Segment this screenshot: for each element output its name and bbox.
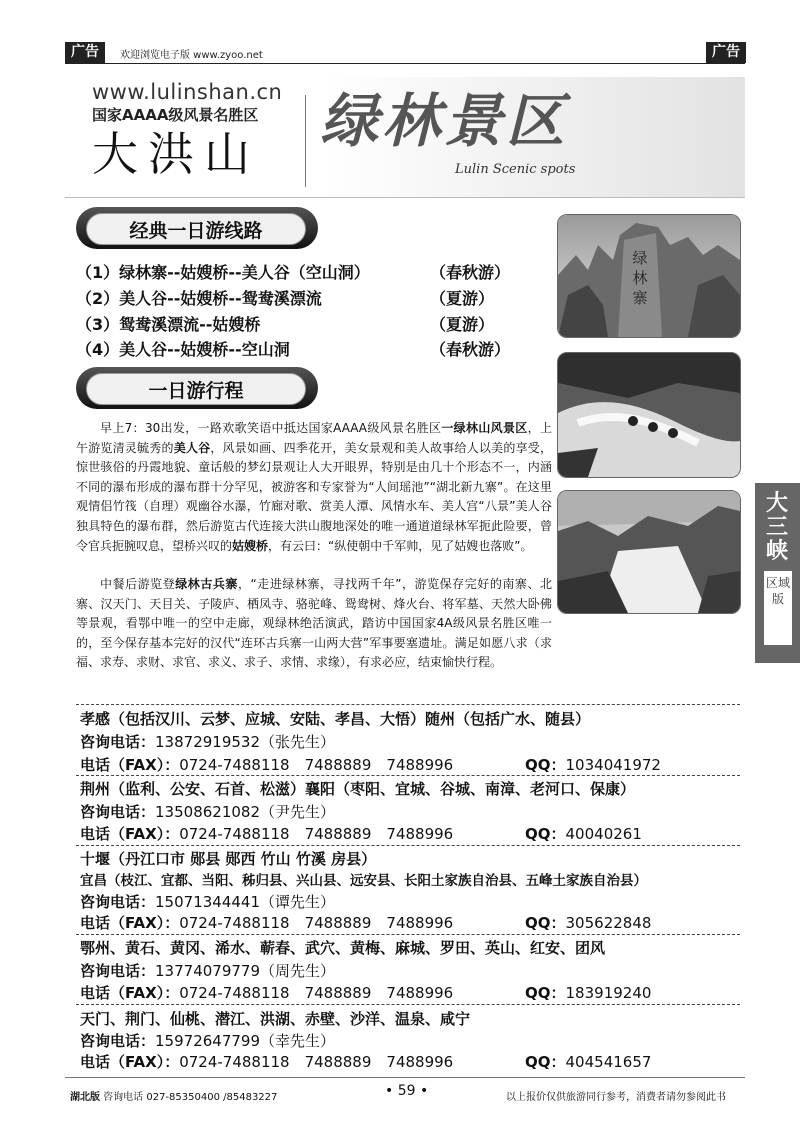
contact-3-consult (80, 891, 335, 913)
fax-label: 电话（FAX）： (80, 1053, 180, 1071)
highlight-gusaoqiao: 姑嫂桥 (232, 538, 269, 553)
consult-number: 15972647799（幸先生） (155, 1032, 335, 1050)
contact-1-fax (80, 754, 453, 776)
consult-label: 咨询电话： (80, 962, 156, 980)
itinerary-text: 早上7：30出发，一路欢歌笑语中抵达国家AAAA级风景名胜区 (100, 421, 442, 435)
ad-tag-left: 广告 (65, 42, 105, 63)
qq-number: 1034041972 (565, 756, 661, 774)
route-2: （2）美人谷--姑嫂桥--鸳鸯溪漂流 (76, 289, 322, 308)
contact-5-region: 天门、荆门、仙桃、潜江、洪湖、赤壁、沙洋、温泉、咸宁 (80, 1010, 471, 1028)
fax-label: 电话（FAX）： (80, 756, 180, 774)
route-2-season: （夏游） (430, 289, 495, 308)
route-3: （3）鸳鸯溪漂流--姑嫂桥 (76, 315, 261, 334)
footer-phone: 咨询电话 027-85350400 /85483227 (100, 1092, 278, 1103)
photo-lulin-fort (557, 214, 741, 338)
route-4: （4）美人谷--姑嫂桥--空山洞 (76, 340, 290, 359)
fax-label: 电话（FAX）： (80, 984, 180, 1002)
mountain-name: 大洪山 (92, 127, 260, 181)
banner-separator (305, 95, 306, 187)
photo-waterfall (557, 490, 741, 614)
consult-number: 15071344441（谭先生） (155, 893, 335, 911)
qq-number: 40040261 (565, 825, 642, 843)
fort-sign-char-3: 寨 (632, 289, 648, 307)
contact-2-qq (525, 823, 642, 845)
consult-number: 13508621082（尹先生） (155, 803, 335, 821)
page-number: • 59 • (385, 1083, 429, 1099)
contact-divider (76, 704, 740, 705)
contact-divider (76, 775, 740, 776)
side-tab-title: 大三峡 (765, 490, 788, 564)
fort-sign-char-2: 林 (632, 269, 648, 287)
qq-label: QQ： (525, 756, 566, 774)
route-1: （1）绿林寨--姑嫂桥--美人谷（空山洞） (76, 263, 370, 282)
consult-number: 13774079779（周先生） (155, 962, 335, 980)
contact-2-region: 荆州（监利、公安、石首、松滋）襄阳（枣阳、宜城、谷城、南漳、老河口、保康） (80, 780, 636, 798)
consult-label: 咨询电话： (80, 893, 156, 911)
qq-label: QQ： (525, 825, 566, 843)
scenic-grade: 国家AAAA级风景名胜区 (92, 106, 259, 124)
contact-divider (76, 934, 740, 935)
itinerary-text: 中餐后游览登 (100, 577, 176, 591)
region-side-tab (755, 483, 800, 663)
qq-number: 404541657 (565, 1053, 652, 1071)
section-title-routes (76, 207, 318, 249)
itinerary-text: ，有云曰：“纵使朝中千军帅，见了姑嫂也落败”。 (268, 538, 533, 553)
contact-1-consult (80, 731, 335, 753)
qq-label: QQ： (525, 914, 566, 932)
fax-number: 0724-7488118 7488889 7488996 (179, 914, 454, 932)
contact-5-fax (80, 1051, 453, 1073)
highlight-bingzhai: 绿林古兵寨 (175, 577, 238, 591)
fax-label: 电话（FAX）： (80, 914, 180, 932)
website-url: www.lulinshan.cn (92, 80, 283, 104)
fax-number: 0724-7488118 7488889 7488996 (179, 756, 454, 774)
itinerary-paragraph-2 (76, 575, 552, 673)
contact-2-fax (80, 823, 453, 845)
contact-4-qq (525, 982, 651, 1004)
consult-label: 咨询电话： (80, 803, 156, 821)
route-1-season: （春秋游） (430, 263, 511, 282)
photo-rafting (557, 352, 741, 478)
route-3-season: （夏游） (430, 315, 495, 334)
fax-label: 电话（FAX）： (80, 825, 180, 843)
contact-3-region: 十堰（丹江口市 郧县 郧西 竹山 竹溪 房县） (80, 850, 377, 868)
footer-disclaimer: 以上报价仅供旅游同行参考，消费者请勿参阅此书 (506, 1092, 726, 1103)
brand-subtitle: Lulin Scenic spots (455, 162, 576, 177)
itinerary-text: ，风景如画、四季花开，美女景观和美人故事给人以美的享受，惊世骇俗的丹霞地貌、童话般的梦幻景观让人大开眼界，特别是由几十个形态不一，内涵不同的瀑布形成的瀑布群十分罕见，被游客和专家誉为“人间瑶池”“湖北新九寨”。在这里观情侣竹筏（自理）观幽谷水瀑，竹廊对歌、赏美人潭、风情水车、美人宫“八景”美人谷独具特色的瀑布群，然后游览古代连接大洪山腹地深处的唯一通道道绿林军扼此险要，曾令官兵扼腕叹息，望桥兴叹的 (76, 440, 552, 553)
fort-sign-char-1: 绿 (632, 249, 648, 267)
side-tab-edition: 区域版 (764, 571, 792, 645)
fax-number: 0724-7488118 7488889 7488996 (179, 825, 454, 843)
itinerary-text: ，“走进绿林寨，寻找两千年”，游览保存完好的南寨、北寨、汉天门、天目关、子陵庐、栖凤寺、骆驼峰、鸳鸯树、烽火台、将军墓、天然大卧佛等景观，看鄂中唯一的空中走廊，观绿林绝活演武，踏访中国国家4A级风景名胜区唯一的，至今保存基本完好的汉代“连环古兵寨一山两大营”军事要塞遗址。满足如愿八求（求福、求寿、求财、求官、求义、求子、求情、求缘），有求必应，结束愉快行程。 (76, 577, 552, 670)
footer-edition: 湖北版 (70, 1092, 100, 1103)
contact-3-region-2: 宜昌（枝江、宜都、当阳、秭归县、兴山县、远安县、长阳土家族自治县、五峰土家族自治县） (80, 873, 647, 889)
contact-4-fax (80, 982, 453, 1004)
contact-2-consult (80, 801, 335, 823)
contact-3-fax (80, 912, 453, 934)
section-title-itinerary (76, 367, 318, 409)
footer-contact (70, 1088, 277, 1103)
section-title-routes-label: 经典一日游线路 (86, 213, 306, 245)
highlight-meirengu: 美人谷 (173, 440, 211, 455)
contact-4-region: 鄂州、黄石、黄冈、浠水、蕲春、武穴、黄梅、麻城、罗田、英山、红安、团风 (80, 939, 606, 957)
contact-divider (76, 1004, 740, 1005)
fax-number: 0724-7488118 7488889 7488996 (179, 984, 454, 1002)
qq-number: 183919240 (565, 984, 652, 1002)
section-title-itinerary-label: 一日游行程 (86, 373, 306, 405)
highlight-lulin: 一绿林山风景区 (441, 421, 528, 435)
footer-divider (65, 1077, 745, 1078)
header-divider (65, 63, 745, 64)
contact-4-consult (80, 960, 335, 982)
consult-number: 13872919532（张先生） (155, 733, 335, 751)
brand-title: 绿林景区 (320, 87, 569, 155)
itinerary-text: ，上午游览清灵毓秀的 (76, 421, 552, 455)
qq-label: QQ： (525, 984, 566, 1002)
route-4-season: （春秋游） (430, 340, 511, 359)
qq-number: 305622848 (565, 914, 652, 932)
fax-number: 0724-7488118 7488889 7488996 (179, 1053, 454, 1071)
qq-label: QQ： (525, 1053, 566, 1071)
contact-5-consult (80, 1030, 335, 1052)
consult-label: 咨询电话： (80, 733, 156, 751)
contact-1-region: 孝感（包括汉川、云梦、应城、安陆、孝昌、大悟）随州（包括广水、随县） (80, 710, 591, 728)
contact-5-qq (525, 1051, 651, 1073)
contact-3-qq (525, 912, 651, 934)
ad-tag-right: 广告 (706, 42, 746, 63)
contact-divider (76, 845, 740, 846)
itinerary-paragraph-1 (76, 419, 552, 556)
consult-label: 咨询电话： (80, 1032, 156, 1050)
contact-1-qq (525, 754, 661, 776)
welcome-text: 欢迎浏览电子版 www.zyoo.net (120, 50, 263, 61)
